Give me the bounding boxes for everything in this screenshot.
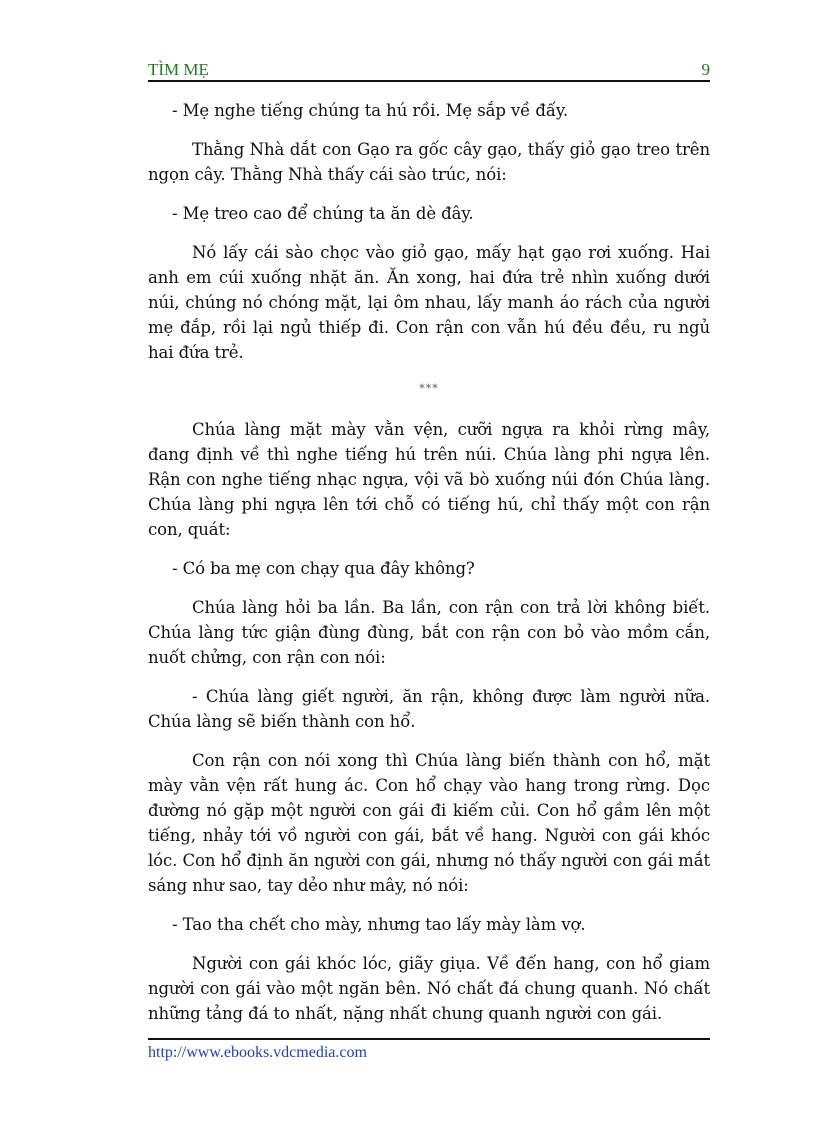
page-content <box>148 98 710 1040</box>
dialogue-line: - Có ba mẹ con chạy qua đây không? <box>172 559 475 578</box>
paragraph: Nó lấy cái sào chọc vào giỏ gạo, mấy hạt gạo rơi xuống. Hai anh em cúi xuống nhặt ăn. Ăn xong, hai đứa trẻ nhìn xuống dưới núi, chúng nó chóng mặt, lại ôm nhau, lấy manh áo rách của người mẹ đắp, rồi lại ngủ thiếp đi. Con rận con vẫn hú đều đều, ru ngủ hai đứa trẻ. <box>148 243 710 362</box>
section-separator: *** <box>419 382 439 395</box>
page-number: 9 <box>701 60 710 79</box>
page-header <box>148 60 710 80</box>
paragraph: Người con gái khóc lóc, giãy giụa. Về đến hang, con hổ giam người con gái vào một ngăn bên. Nó chất đá chung quanh. Nó chất những tảng đá to nhất, nặng nhất chung quanh người con gái. <box>148 954 710 1023</box>
dialogue-line: - Mẹ treo cao để chúng ta ăn dè đây. <box>172 204 474 223</box>
dialogue-line: - Tao tha chết cho mày, nhưng tao lấy mày làm vợ. <box>172 915 586 934</box>
header-rule <box>148 80 710 82</box>
paragraph: Chúa làng mặt mày vằn vện, cưỡi ngựa ra khỏi rừng mây, đang định về thì nghe tiếng hú trên núi. Chúa làng phi ngựa lên. Rận con nghe tiếng nhạc ngựa, vội vã bò xuống núi đón Chúa làng. Chúa làng phi ngựa lên tới chỗ có tiếng hú, chỉ thấy một con rận con, quát: <box>148 420 710 539</box>
paragraph: Chúa làng hỏi ba lần. Ba lần, con rận con trả lời không biết. Chúa làng tức giận đùng đùng, bắt con rận con bỏ vào mồm cắn, nuốt chửng, con rận con nói: <box>148 598 710 667</box>
footer-link[interactable]: http://www.ebooks.vdcmedia.com <box>148 1044 367 1061</box>
dialogue-line: - Mẹ nghe tiếng chúng ta hú rồi. Mẹ sắp về đấy. <box>172 101 569 120</box>
footer-rule <box>148 1038 710 1040</box>
book-title: TÌM MẸ <box>148 60 209 79</box>
paragraph: Thằng Nhà dắt con Gạo ra gốc cây gạo, thấy giỏ gạo treo trên ngọn cây. Thằng Nhà thấy cái sào trúc, nói: <box>148 140 710 184</box>
dialogue-line: - Chúa làng giết người, ăn rận, không được làm người nữa. Chúa làng sẽ biến thành con hổ. <box>148 687 710 731</box>
paragraph: Con rận con nói xong thì Chúa làng biến thành con hổ, mặt mày vằn vện rất hung ác. Con hổ chạy vào hang trong rừng. Dọc đường nó gặp một người con gái đi kiếm củi. Con hổ gầm lên một tiếng, nhảy tới vồ người con gái, bắt về hang. Người con gái khóc lóc. Con hổ định ăn người con gái, nhưng nó thấy người con gái mắt sáng như sao, tay dẻo như mây, nó nói: <box>148 751 710 895</box>
